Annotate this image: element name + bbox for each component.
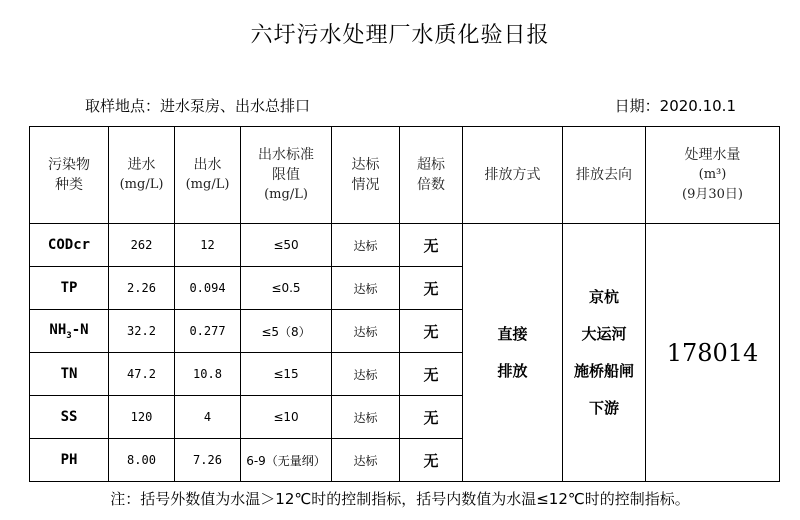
param-cell: TP xyxy=(30,267,109,310)
exceed-cell: 无 xyxy=(400,396,463,439)
standard-cell: ≤0.5 xyxy=(241,267,332,310)
param-cell: TN xyxy=(30,353,109,396)
influent-cell: 262 xyxy=(109,224,175,267)
param-cell: CODcr xyxy=(30,224,109,267)
influent-cell: 8.00 xyxy=(109,439,175,482)
effluent-cell: 10.8 xyxy=(175,353,241,396)
status-cell: 达标 xyxy=(332,439,400,482)
status-cell: 达标 xyxy=(332,396,400,439)
standard-cell: 6-9（无量纲） xyxy=(241,439,332,482)
header-standard: 出水标准 限值 (mg/L) xyxy=(241,127,332,224)
effluent-cell: 4 xyxy=(175,396,241,439)
report-title: 六圩污水处理厂水质化验日报 xyxy=(250,23,550,48)
effluent-cell: 0.277 xyxy=(175,310,241,353)
effluent-cell: 0.094 xyxy=(175,267,241,310)
exceed-cell: 无 xyxy=(400,224,463,267)
standard-cell: ≤50 xyxy=(241,224,332,267)
effluent-cell: 7.26 xyxy=(175,439,241,482)
influent-cell: 2.26 xyxy=(109,267,175,310)
exceed-cell: 无 xyxy=(400,310,463,353)
effluent-cell: 12 xyxy=(175,224,241,267)
param-cell: PH xyxy=(30,439,109,482)
influent-cell: 47.2 xyxy=(109,353,175,396)
status-cell: 达标 xyxy=(332,310,400,353)
status-cell: 达标 xyxy=(332,353,400,396)
discharge-method-cell: 直接 排放 xyxy=(463,224,563,482)
header-discharge-destination: 排放去向 xyxy=(563,127,646,224)
header-effluent: 出水 (mg/L) xyxy=(175,127,241,224)
header-volume: 处理水量 (m³) (9月30日) xyxy=(646,127,780,224)
table-row xyxy=(30,224,780,267)
header-influent: 进水 (mg/L) xyxy=(109,127,175,224)
param-cell: $NH_3-N$ xyxy=(30,310,109,353)
exceed-cell: 无 xyxy=(400,267,463,310)
status-cell: 达标 xyxy=(332,267,400,310)
param-cell: SS xyxy=(30,396,109,439)
header-compliance: 达标 情况 xyxy=(332,127,400,224)
header-discharge-method: 排放方式 xyxy=(463,127,563,224)
report-date: 日期：2020.10.1 xyxy=(614,97,736,115)
treated-volume-cell: 178014 xyxy=(646,224,780,482)
exceed-cell: 无 xyxy=(400,353,463,396)
header-exceed: 超标 倍数 xyxy=(400,127,463,224)
header-pollutant: 污染物 种类 xyxy=(30,127,109,224)
water-quality-table xyxy=(29,126,780,482)
standard-cell: ≤5（8） xyxy=(241,310,332,353)
footnote: 注：括号外数值为水温＞12℃时的控制指标，括号内数值为水温≤12℃时的控制指标。 xyxy=(110,490,690,508)
standard-cell: ≤15 xyxy=(241,353,332,396)
standard-cell: ≤10 xyxy=(241,396,332,439)
header-row xyxy=(30,127,780,224)
exceed-cell: 无 xyxy=(400,439,463,482)
discharge-destination-cell: 京杭 大运河 施桥船闸 下游 xyxy=(563,224,646,482)
influent-cell: 120 xyxy=(109,396,175,439)
status-cell: 达标 xyxy=(332,224,400,267)
sampling-location: 取样地点：进水泵房、出水总排口 xyxy=(85,97,311,115)
influent-cell: 32.2 xyxy=(109,310,175,353)
